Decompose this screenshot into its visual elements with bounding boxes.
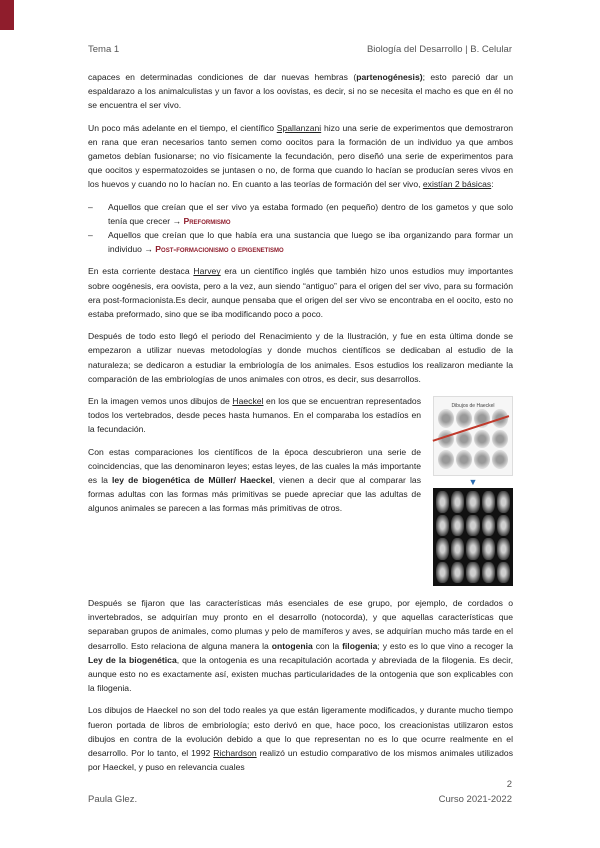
paragraph-ontogenia — [88, 596, 513, 695]
paragraph-partenogenesis — [88, 70, 513, 113]
text: era un científico inglés que también hizo unos estudios muy importantes sobre oogénesis, era oovista, pero a la vez, aun siendo “antiguo” para el origen del ser vivo, para su formación era post-formacionista.Es decir, aunque pensaba que el origen del ser vivo se encontraba en el oocito, esto no estaba preformado, sino que se iba modificando poco a poco. — [88, 266, 513, 320]
underlined-theories: existían 2 básicas — [422, 179, 492, 190]
text: con la — [312, 640, 343, 651]
paragraph-richardson — [88, 703, 513, 774]
haeckel-section — [88, 394, 513, 590]
list-item-epigenetismo — [88, 228, 513, 256]
name-spallanzani: Spallanzani — [276, 122, 322, 133]
list-item-text: Aquellos que creían que el ser vivo ya estaba formado (en pequeño) dentro de los gametos y que solo tenía que crecer → — [108, 201, 513, 226]
header-topic: Tema 1 — [88, 44, 120, 55]
text: : — [491, 179, 494, 190]
footer-author: Paula Glez. — [88, 794, 138, 805]
paragraph-renacimiento: Después de todo esto llegó el periodo del Renacimiento y de la Ilustración, y fue en esta última donde se empezaron a utilizar nuevas metodologías y donde muchos científicos se dedicaban al estudio de la naturaleza; se dedicaron a estudiar la embriología de los animales. Esos estudios los realizaron mediante la comparación de las embriologías de unos animales con otros, es decir, sus desarrollos. — [88, 331, 513, 384]
term-ontogenia: ontogenia — [271, 640, 313, 651]
footer-course: Curso 2021-2022 — [438, 794, 512, 805]
term-ley-biogenetica: ley de biogenética de Müller/ Haeckel — [112, 475, 273, 486]
page-header — [88, 44, 512, 55]
text: hizo una serie de experimentos que demostraron en rana que eran necesarios tanto semen como oocitos para la formación de un individuo ya que ambos gametos debían fusionarse; no vio físicamente la fecundación, pero diseñó una serie de experimentos para que oocitos y espermatozoides se juntasen o no, de forma que cuando lo hacían se producían seres vivos en los huevos y cuando no lo hacían no. En cuanto a las teorías de formación del ser vivo, — [88, 122, 513, 190]
page-number: 2 — [506, 779, 512, 790]
text: En la imagen vemos unos dibujos de — [88, 396, 233, 407]
accent-bar — [0, 0, 14, 30]
down-arrow-icon: ▼ — [468, 477, 478, 488]
text: Un poco más adelante en el tiempo, el científico — [88, 122, 277, 133]
paragraph-harvey — [88, 264, 513, 321]
text: Después se fijaron que las características más esenciales de ese grupo, por ejemplo, de cordados o invertebrados, se adquirían muy pronto en el desarrollo (notocorda), y que aquellas características que separaban grupos de animales, como plumas y pelo de mamíferos y aves, se adquirían mucho más tarde en el desarrollo. Esto relaciona de alguna manera la — [88, 598, 513, 651]
name-richardson: Richardson — [213, 748, 257, 759]
text: realizó un estudio comparativo de los mismos animales utilizados por Haeckel, y puso en relevancia cuales — [88, 748, 513, 773]
text: En esta corriente destaca — [88, 266, 194, 277]
page-footer — [88, 794, 512, 805]
term-ley-biogenetica: Ley de la biogenética — [88, 654, 177, 665]
text: , que la ontogenia es una recapitulación acortada y abreviada de la filogenia. Es decir, aunque esto no es exactamente así, existen muchas particularidades de la ontogenia que son explicables con la filogenia. — [88, 654, 513, 694]
text: Con estas comparaciones los científicos de la época descubrieron una serie de coincidencias, que las denominaron leyes; estas leyes, de las cuales la más importante es la — [88, 446, 421, 486]
haeckel-figure — [433, 396, 513, 586]
name-haeckel: Haeckel — [232, 396, 264, 407]
list-item-preformismo — [88, 200, 513, 228]
text: ; esto pareció dar un espaldarazo a los animalculistas y un favor a los oovistas, es decir, si no se necesita el macho es que en él no se encuentra el ser vivo. — [88, 72, 513, 111]
text: ; y esto es lo que vino a recoger la — [377, 640, 513, 651]
haeckel-drawings-image — [433, 396, 513, 476]
term-partenogenesis: partenogénesis) — [356, 72, 423, 82]
list-item-text: Aquellos que creían que lo que había era una sustancia que luego se iba organizando para formar un individuo → — [108, 230, 513, 255]
term-preformismo: Preformismo — [183, 215, 231, 226]
header-subject: Biología del Desarrollo | B. Celular — [366, 44, 512, 55]
name-harvey: Harvey — [193, 266, 221, 277]
theories-list — [88, 200, 513, 257]
text: en los que se encuentran representados todos los vertebrados, desde peces hasta humanos. En el comparaba los estadíos en la fecundación. — [88, 396, 422, 435]
term-filogenia: filogenia — [342, 640, 378, 651]
embryo-photos-image — [433, 488, 513, 586]
text: , vienen a decir que al comparar las formas adultas con las formas más primitivas se puede apreciar que las adultas de algunos animales se parecen a las formas más primitivas de otros. — [88, 475, 421, 514]
paragraph-spallanzani — [88, 121, 513, 192]
text: capaces en determinadas condiciones de dar nuevas hembras ( — [88, 72, 357, 82]
figure-caption: Dibujos de Haeckel — [451, 403, 495, 410]
term-epigenetismo: Post-formacionismo o epigenetismo — [155, 244, 284, 255]
text: Los dibujos de Haeckel no son del todo reales ya que están ligeramente modificados, y durante mucho tiempo fueron portada de libros de embriología; esto derivó en que, hace poco, los creacionistas utilizaron estos dibujos en contra de la evolución debido a que lo que representan no es lo que ocurre realmente en el desarrollo. Por lo tanto, el 1992 — [88, 705, 513, 759]
document-body — [88, 70, 513, 783]
